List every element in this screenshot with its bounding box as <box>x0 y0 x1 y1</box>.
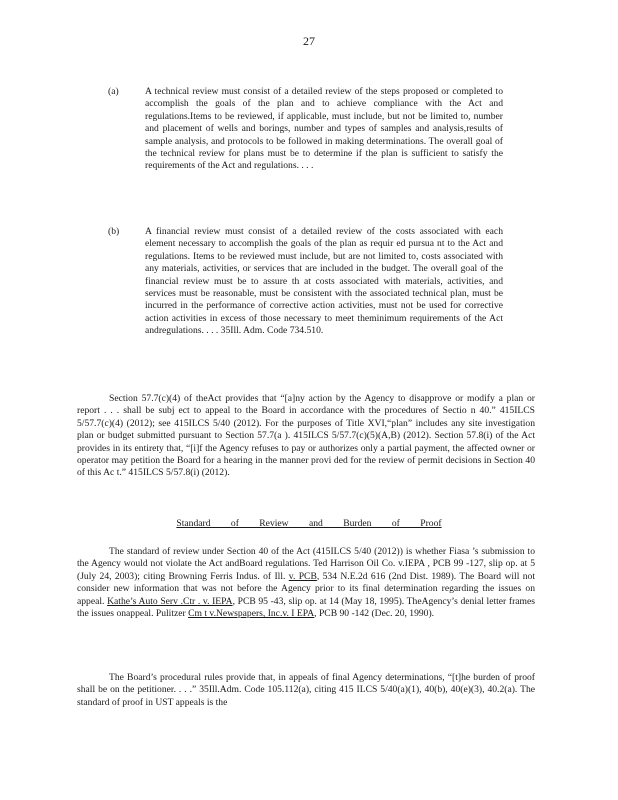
item-a-label: (a) <box>108 86 119 97</box>
section-heading: Standard of Review and Burden of Proof <box>176 518 442 529</box>
paragraph-section-57: Section 57.7(c)(4) of theAct provides that “[a]ny action by the Agency to disapprove or modify a plan or report . . . shall be subj ect to appeal to the Board in accordance with the procedures of Sectio n 40.” 415ILCS 5/57.7(c)(4) (2012); see 415ILCS 5/40 (2012). For the purposes of Title XVI,“plan” includes any site investigation plan or budget submitted pursuant to Section 57.7(a ). 415ILCS 5/57.7(c)(5)(A,B) (2012). Section 57.8(i) of the Act provides in its entirety that, “[i]f the Agency refuses to pay or authorizes only a partial payment, the affected owner or operator may petition the Board for a hearing in the manner provi ded for the review of permit decisions in Section 40 of this Ac t.” 415ILCS 5/57.8(i) (2012). <box>77 393 535 479</box>
paragraph-standard-of-review <box>77 546 535 620</box>
para-2-text-3: , PCB 95 -43, slip op. at 14 (May 18, 1995). TheAgency’s denial letter frames the issues onappeal. Pulitzer <box>77 595 535 620</box>
item-b-text: A financial review must consist of a detailed review of the costs associated with each element necessary to accomplish the goals of the plan as requir ed pursua nt to the Act and regulations. Items to be reviewed must include, but are not limited to, costs associated with any materials, activities, or services that are included in the budget. The overall goal of the financial review must be to assure th at costs associated with materials, activities, and services must be reasonable, must be consistent with the associated technical plan, must be incurred in the performance of corrective action activities, must not be used for corrective action activities in excess of those necessary to meet theminimum requirements of the Act andregulations. . . . 35Ill. Adm. Code 734.510. <box>145 226 503 337</box>
para-2-text-1: The standard of review under Section 40 of the Act (415ILCS 5/40 (2012)) is whether Fiasa ’s submission to the Agency would not violate the Act andBoard regulations. Ted Harrison Oil Co. v.IEPA , PCB 99 -127, slip op. at 5 (July 24, 2003); citing Browning Ferris Indus. of Ill. <box>77 546 535 582</box>
item-a-text: A technical review must consist of a detailed review of the steps proposed or completed to accomplish the goals of the plan and to achieve compliance with the Act and regulations.Items to be reviewed, if applicable, must include, but not be limited to, number and placement of wells and borings, number and types of samples and analysis,results of sample analysis, and protocols to be followed in making determinations. The overall goal of the technical review for plans must be to determine if the plan is sufficient to satisfy the requirements of the Act and regulations. . . . <box>145 86 503 172</box>
paragraph-burden-of-proof: The Board’s procedural rules provide that, in appeals of final Agency determinations, “[t]he burden of proof shall be on the petitioner. . . .” 35Ill.Adm. Code 105.112(a), citing 415 ILCS 5/40(a)(1), 40(b), 40(e)(3), 40.2(a). The standard of proof in UST appeals is the <box>77 672 535 708</box>
citation-pulitzer: Cm t v.Newspapers, Inc.v. I EPA <box>188 608 315 620</box>
citation-v-pcb: v. PCB <box>288 570 317 582</box>
para-2-text-4: , PCB 90 -142 (Dec. 20, 1990). <box>314 608 435 620</box>
page-number: 27 <box>303 34 315 48</box>
item-b-label: (b) <box>108 226 120 237</box>
citation-kathes-auto: Kathe’s Auto Serv .Ctr . v. IEPA <box>107 595 233 607</box>
para-2-text-2: , 534 N.E.2d 616 (2nd Dist. 1989). The Board will not consider new information that was not before the Agency prior to its final determination regarding the issues on appeal. <box>77 570 536 607</box>
